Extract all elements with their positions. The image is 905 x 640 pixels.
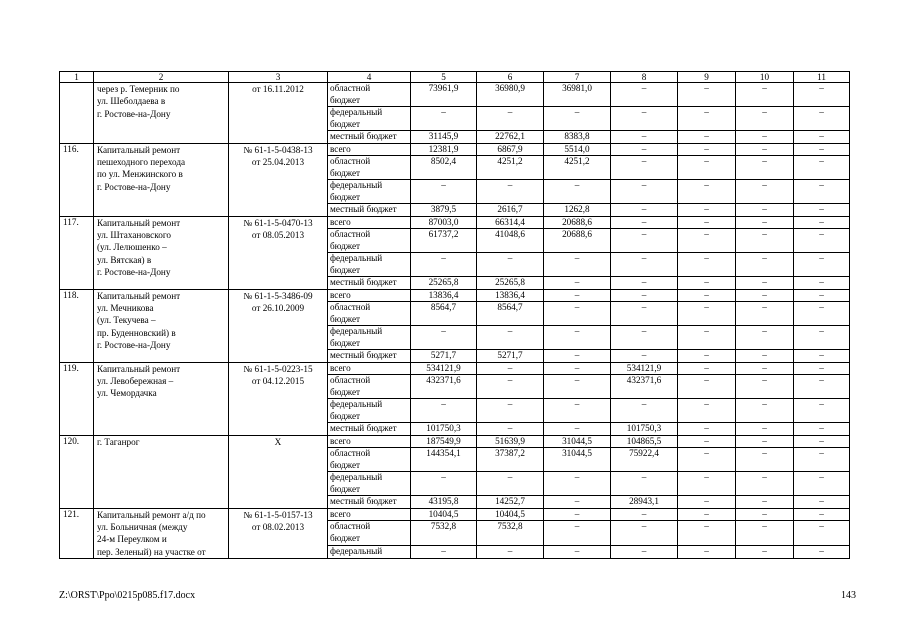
amount-cell: – <box>477 362 544 375</box>
item-number-cell: 116. <box>60 143 94 216</box>
amount-cell: – <box>794 546 850 559</box>
amount-cell: – <box>678 472 736 496</box>
amount-cell: – <box>678 423 736 436</box>
amount-cell: – <box>544 180 611 204</box>
amount-cell: 28943,1 <box>611 496 678 509</box>
table-row <box>60 362 850 375</box>
amount-cell: – <box>794 216 850 229</box>
amount-cell: – <box>736 131 794 144</box>
column-header: 8 <box>611 72 678 83</box>
column-header: 10 <box>736 72 794 83</box>
amount-cell: – <box>678 143 736 156</box>
funding-source-cell: всего <box>328 143 411 156</box>
amount-cell: – <box>736 448 794 472</box>
amount-cell: – <box>794 521 850 546</box>
amount-cell: – <box>544 107 611 131</box>
amount-cell: – <box>736 546 794 559</box>
amount-cell: – <box>736 508 794 521</box>
amount-cell: 101750,3 <box>611 423 678 436</box>
amount-cell: – <box>411 546 477 559</box>
funding-source-cell: областной бюджет <box>328 229 411 253</box>
column-header: 2 <box>94 72 229 83</box>
amount-cell: – <box>678 131 736 144</box>
amount-cell: 104865,5 <box>611 435 678 448</box>
funding-source-cell: всего <box>328 435 411 448</box>
column-header: 7 <box>544 72 611 83</box>
footer-page-number: 143 <box>841 590 856 601</box>
amount-cell: – <box>794 277 850 290</box>
object-name-cell: Капитальный ремонт пешеходного перехода по ул. Менжинского в г. Ростове-на-Дону <box>94 143 229 216</box>
amount-cell: 432371,6 <box>611 375 678 399</box>
amount-cell: 31044,5 <box>544 448 611 472</box>
amount-cell: – <box>678 289 736 302</box>
amount-cell: 144354,1 <box>411 448 477 472</box>
amount-cell: 7532,8 <box>411 521 477 546</box>
amount-cell: – <box>411 399 477 423</box>
item-number-cell: 118. <box>60 289 94 362</box>
amount-cell: – <box>736 350 794 363</box>
amount-cell: – <box>611 156 678 180</box>
amount-cell: 8502,4 <box>411 156 477 180</box>
amount-cell: 534121,9 <box>411 362 477 375</box>
amount-cell: – <box>611 143 678 156</box>
amount-cell: – <box>678 107 736 131</box>
amount-cell: – <box>678 83 736 107</box>
amount-cell: 14252,7 <box>477 496 544 509</box>
amount-cell: – <box>544 362 611 375</box>
amount-cell: – <box>544 521 611 546</box>
amount-cell: 5271,7 <box>411 350 477 363</box>
amount-cell: – <box>544 253 611 277</box>
expertise-document-cell: № 61-1-5-3486-09 от 26.10.2009 <box>229 289 328 362</box>
amount-cell: 5514,0 <box>544 143 611 156</box>
amount-cell: – <box>411 180 477 204</box>
expertise-document-cell: от 16.11.2012 <box>229 83 328 144</box>
item-number-cell: 120. <box>60 435 94 508</box>
funding-source-cell: местный бюджет <box>328 350 411 363</box>
object-name-cell: Капитальный ремонт ул. Мечникова (ул. Текучева – пр. Буденновский) в г. Ростове-на-Дону <box>94 289 229 362</box>
expertise-document-cell: Х <box>229 435 328 508</box>
amount-cell: – <box>736 216 794 229</box>
object-name-cell: Капитальный ремонт ул. Штахановского (ул. Лелюшенко – ул. Вятская) в г. Ростове-на-Дону <box>94 216 229 289</box>
amount-cell: – <box>794 496 850 509</box>
expertise-document-cell: № 61-1-5-0438-13 от 25.04.2013 <box>229 143 328 216</box>
amount-cell: – <box>477 546 544 559</box>
amount-cell: 4251,2 <box>477 156 544 180</box>
amount-cell: – <box>611 521 678 546</box>
amount-cell: – <box>678 253 736 277</box>
amount-cell: – <box>544 472 611 496</box>
column-header: 9 <box>678 72 736 83</box>
amount-cell: – <box>678 362 736 375</box>
amount-cell: – <box>736 435 794 448</box>
funding-source-cell: федеральный бюджет <box>328 399 411 423</box>
amount-cell: – <box>794 435 850 448</box>
funding-source-cell: областной бюджет <box>328 83 411 107</box>
funding-source-cell: местный бюджет <box>328 423 411 436</box>
amount-cell: – <box>611 302 678 326</box>
amount-cell: – <box>678 435 736 448</box>
amount-cell: – <box>611 253 678 277</box>
amount-cell: – <box>411 107 477 131</box>
amount-cell: 75922,4 <box>611 448 678 472</box>
amount-cell: – <box>736 277 794 290</box>
funding-source-cell: местный бюджет <box>328 204 411 217</box>
amount-cell: 10404,5 <box>411 508 477 521</box>
amount-cell: – <box>678 180 736 204</box>
amount-cell: – <box>678 521 736 546</box>
funding-source-cell: всего <box>328 216 411 229</box>
expertise-document-cell: № 61-1-5-0470-13 от 08.05.2013 <box>229 216 328 289</box>
amount-cell: – <box>736 289 794 302</box>
amount-cell: – <box>678 277 736 290</box>
amount-cell: – <box>611 229 678 253</box>
amount-cell: – <box>794 131 850 144</box>
amount-cell: 36981,0 <box>544 83 611 107</box>
column-header: 4 <box>328 72 411 83</box>
amount-cell: 22762,1 <box>477 131 544 144</box>
amount-cell: 2616,7 <box>477 204 544 217</box>
amount-cell: 13836,4 <box>411 289 477 302</box>
amount-cell: 6867,9 <box>477 143 544 156</box>
amount-cell: 41048,6 <box>477 229 544 253</box>
amount-cell: – <box>736 326 794 350</box>
amount-cell: 25265,8 <box>411 277 477 290</box>
funding-source-cell: областной бюджет <box>328 521 411 546</box>
amount-cell: – <box>544 546 611 559</box>
amount-cell: – <box>611 131 678 144</box>
amount-cell: 61737,2 <box>411 229 477 253</box>
amount-cell: – <box>794 83 850 107</box>
table-row <box>60 289 850 302</box>
amount-cell: – <box>411 253 477 277</box>
amount-cell: – <box>544 375 611 399</box>
amount-cell: – <box>794 204 850 217</box>
amount-cell: – <box>611 399 678 423</box>
column-header: 6 <box>477 72 544 83</box>
amount-cell: – <box>611 277 678 290</box>
column-header: 11 <box>794 72 850 83</box>
expertise-document-cell: № 61-1-5-0157-13 от 08.02.2013 <box>229 508 328 559</box>
funding-source-cell: областной бюджет <box>328 302 411 326</box>
object-name-cell: Капитальный ремонт ул. Левобережная – ул. Чемордачка <box>94 362 229 435</box>
column-header: 1 <box>60 72 94 83</box>
funding-source-cell: всего <box>328 362 411 375</box>
amount-cell: – <box>411 326 477 350</box>
amount-cell: – <box>477 472 544 496</box>
table-row <box>60 508 850 521</box>
amount-cell: – <box>678 448 736 472</box>
table-row <box>60 83 850 107</box>
column-number-header-row <box>60 72 850 83</box>
amount-cell: 36980,9 <box>477 83 544 107</box>
amount-cell: – <box>794 448 850 472</box>
item-number-cell: 117. <box>60 216 94 289</box>
funding-source-cell: федеральный <box>328 546 411 559</box>
amount-cell: – <box>794 362 850 375</box>
amount-cell: 5271,7 <box>477 350 544 363</box>
amount-cell: – <box>736 156 794 180</box>
amount-cell: 187549,9 <box>411 435 477 448</box>
object-name-cell: г. Таганрог <box>94 435 229 508</box>
amount-cell: – <box>678 350 736 363</box>
amount-cell: 87003,0 <box>411 216 477 229</box>
amount-cell: 12381,9 <box>411 143 477 156</box>
amount-cell: – <box>794 399 850 423</box>
amount-cell: – <box>611 216 678 229</box>
amount-cell: 1262,8 <box>544 204 611 217</box>
amount-cell: – <box>794 326 850 350</box>
amount-cell: – <box>477 253 544 277</box>
amount-cell: – <box>411 472 477 496</box>
amount-cell: – <box>611 472 678 496</box>
amount-cell: – <box>678 156 736 180</box>
amount-cell: – <box>794 143 850 156</box>
amount-cell: – <box>544 289 611 302</box>
amount-cell: – <box>544 277 611 290</box>
amount-cell: – <box>678 375 736 399</box>
funding-source-cell: всего <box>328 289 411 302</box>
amount-cell: 20688,6 <box>544 229 611 253</box>
amount-cell: – <box>678 229 736 253</box>
funding-source-cell: областной бюджет <box>328 375 411 399</box>
amount-cell: 8564,7 <box>411 302 477 326</box>
amount-cell: – <box>678 496 736 509</box>
funding-source-cell: федеральный бюджет <box>328 180 411 204</box>
table-row <box>60 216 850 229</box>
amount-cell: – <box>678 399 736 423</box>
amount-cell: 43195,8 <box>411 496 477 509</box>
amount-cell: – <box>611 204 678 217</box>
amount-cell: – <box>611 508 678 521</box>
amount-cell: – <box>678 216 736 229</box>
item-number-cell: 119. <box>60 362 94 435</box>
amount-cell: – <box>678 204 736 217</box>
amount-cell: – <box>477 399 544 423</box>
amount-cell: – <box>736 204 794 217</box>
amount-cell: 3879,5 <box>411 204 477 217</box>
amount-cell: – <box>678 508 736 521</box>
table-row <box>60 435 850 448</box>
amount-cell: – <box>794 180 850 204</box>
amount-cell: 66314,4 <box>477 216 544 229</box>
amount-cell: – <box>544 302 611 326</box>
funding-source-cell: федеральный бюджет <box>328 326 411 350</box>
amount-cell: – <box>794 107 850 131</box>
amount-cell: – <box>794 423 850 436</box>
amount-cell: – <box>794 289 850 302</box>
amount-cell: – <box>544 423 611 436</box>
amount-cell: – <box>544 326 611 350</box>
amount-cell: – <box>794 229 850 253</box>
column-header: 5 <box>411 72 477 83</box>
funding-source-cell: местный бюджет <box>328 131 411 144</box>
amount-cell: 4251,2 <box>544 156 611 180</box>
amount-cell: – <box>736 107 794 131</box>
amount-cell: – <box>611 289 678 302</box>
funding-source-cell: областной бюджет <box>328 156 411 180</box>
amount-cell: – <box>794 253 850 277</box>
amount-cell: – <box>794 472 850 496</box>
amount-cell: 51639,9 <box>477 435 544 448</box>
object-name-cell: через р. Темерник по ул. Шеболдаева в г. Ростове-на-Дону <box>94 83 229 144</box>
amount-cell: – <box>736 302 794 326</box>
item-number-cell: 121. <box>60 508 94 559</box>
amount-cell: – <box>794 375 850 399</box>
amount-cell: 8383,8 <box>544 131 611 144</box>
table-row <box>60 143 850 156</box>
amount-cell: – <box>477 326 544 350</box>
item-number-cell <box>60 83 94 144</box>
funding-source-cell: местный бюджет <box>328 496 411 509</box>
amount-cell: – <box>544 496 611 509</box>
amount-cell: 10404,5 <box>477 508 544 521</box>
amount-cell: – <box>611 83 678 107</box>
amount-cell: – <box>736 375 794 399</box>
amount-cell: 8564,7 <box>477 302 544 326</box>
footer-file-path: Z:\ORST\Ppo\0215p085.f17.docx <box>59 590 196 601</box>
amount-cell: – <box>544 350 611 363</box>
amount-cell: – <box>794 302 850 326</box>
amount-cell: – <box>611 180 678 204</box>
amount-cell: 101750,3 <box>411 423 477 436</box>
amount-cell: – <box>736 180 794 204</box>
amount-cell: – <box>678 326 736 350</box>
amount-cell: – <box>477 180 544 204</box>
amount-cell: – <box>736 362 794 375</box>
amount-cell: – <box>736 253 794 277</box>
funding-source-cell: всего <box>328 508 411 521</box>
amount-cell: – <box>678 546 736 559</box>
amount-cell: 7532,8 <box>477 521 544 546</box>
amount-cell: 37387,2 <box>477 448 544 472</box>
amount-cell: – <box>736 83 794 107</box>
amount-cell: – <box>736 229 794 253</box>
amount-cell: – <box>477 423 544 436</box>
funding-source-cell: федеральный бюджет <box>328 107 411 131</box>
amount-cell: – <box>611 546 678 559</box>
amount-cell: – <box>477 107 544 131</box>
funding-source-cell: федеральный бюджет <box>328 472 411 496</box>
amount-cell: – <box>794 508 850 521</box>
amount-cell: – <box>678 302 736 326</box>
amount-cell: – <box>736 521 794 546</box>
budget-table <box>59 71 850 559</box>
amount-cell: – <box>611 107 678 131</box>
amount-cell: – <box>477 375 544 399</box>
funding-source-cell: местный бюджет <box>328 277 411 290</box>
amount-cell: – <box>736 472 794 496</box>
amount-cell: 31044,5 <box>544 435 611 448</box>
column-header: 3 <box>229 72 328 83</box>
amount-cell: 25265,8 <box>477 277 544 290</box>
amount-cell: – <box>611 350 678 363</box>
funding-source-cell: федеральный бюджет <box>328 253 411 277</box>
amount-cell: – <box>736 423 794 436</box>
amount-cell: – <box>794 350 850 363</box>
amount-cell: 432371,6 <box>411 375 477 399</box>
amount-cell: 20688,6 <box>544 216 611 229</box>
amount-cell: – <box>736 143 794 156</box>
amount-cell: – <box>794 156 850 180</box>
expertise-document-cell: № 61-1-5-0223-15 от 04.12.2015 <box>229 362 328 435</box>
amount-cell: 31145,9 <box>411 131 477 144</box>
funding-source-cell: областной бюджет <box>328 448 411 472</box>
amount-cell: – <box>736 399 794 423</box>
object-name-cell: Капитальный ремонт а/д по ул. Больничная (между 24-м Переулком и пер. Зеленый) на участке от <box>94 508 229 559</box>
amount-cell: 73961,9 <box>411 83 477 107</box>
amount-cell: – <box>544 399 611 423</box>
amount-cell: – <box>611 326 678 350</box>
amount-cell: 534121,9 <box>611 362 678 375</box>
amount-cell: 13836,4 <box>477 289 544 302</box>
amount-cell: – <box>544 508 611 521</box>
amount-cell: – <box>736 496 794 509</box>
